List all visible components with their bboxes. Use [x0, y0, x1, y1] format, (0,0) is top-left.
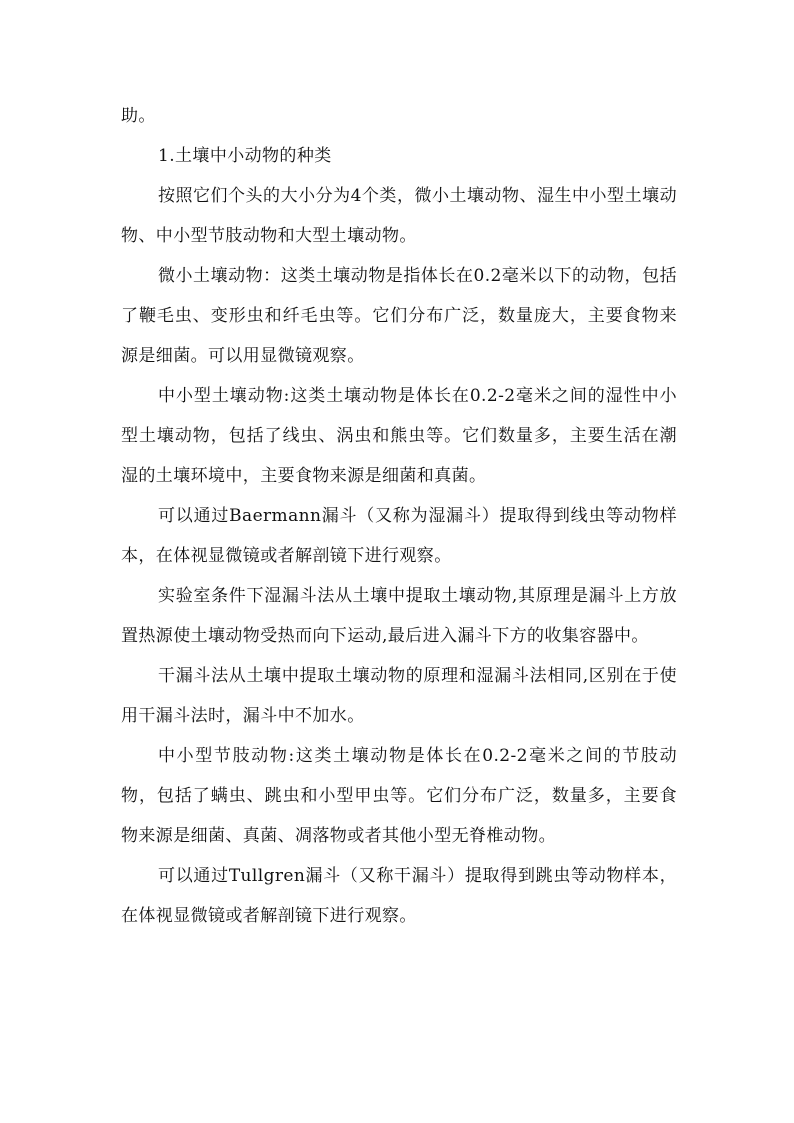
paragraph: 可以通过Tullgren漏斗（又称干漏斗）提取得到跳虫等动物样本，在体视显微镜或者解剖镜下进行观察。 [121, 866, 677, 926]
document-body [121, 96, 677, 936]
paragraph: 中小型土壤动物:这类土壤动物是体长在0.2-2毫米之间的湿性中小型土壤动物，包括了线虫、涡虫和熊虫等。它们数量多，主要生活在潮湿的土壤环境中，主要食物来源是细菌和真菌。 [121, 386, 677, 486]
paragraph: 中小型节肢动物:这类土壤动物是体长在0.2-2毫米之间的节肢动物，包括了螨虫、跳虫和小型甲虫等。它们分布广泛，数量多，主要食物来源是细菌、真菌、凋落物或者其他小型无脊椎动物。 [121, 746, 677, 846]
paragraph-continuation: 助。 [121, 106, 156, 126]
paragraph: 微小土壤动物：这类土壤动物是指体长在0.2毫米以下的动物，包括了鞭毛虫、变形虫和纤毛虫等。它们分布广泛，数量庞大，主要食物来源是细菌。可以用显微镜观察。 [121, 266, 677, 366]
paragraph: 实验室条件下湿漏斗法从土壤中提取土壤动物,其原理是漏斗上方放置热源使土壤动物受热而向下运动,最后进入漏斗下方的收集容器中。 [121, 586, 677, 646]
paragraph: 干漏斗法从土壤中提取土壤动物的原理和湿漏斗法相同,区别在于使用干漏斗法时，漏斗中不加水。 [121, 666, 677, 726]
section-heading: 1.土壤中小动物的种类 [158, 146, 332, 166]
paragraph: 按照它们个头的大小分为4个类，微小土壤动物、湿生中小型土壤动物、中小型节肢动物和大型土壤动物。 [121, 186, 677, 246]
paragraph: 可以通过Baermann漏斗（又称为湿漏斗）提取得到线虫等动物样本，在体视显微镜或者解剖镜下进行观察。 [121, 506, 677, 566]
